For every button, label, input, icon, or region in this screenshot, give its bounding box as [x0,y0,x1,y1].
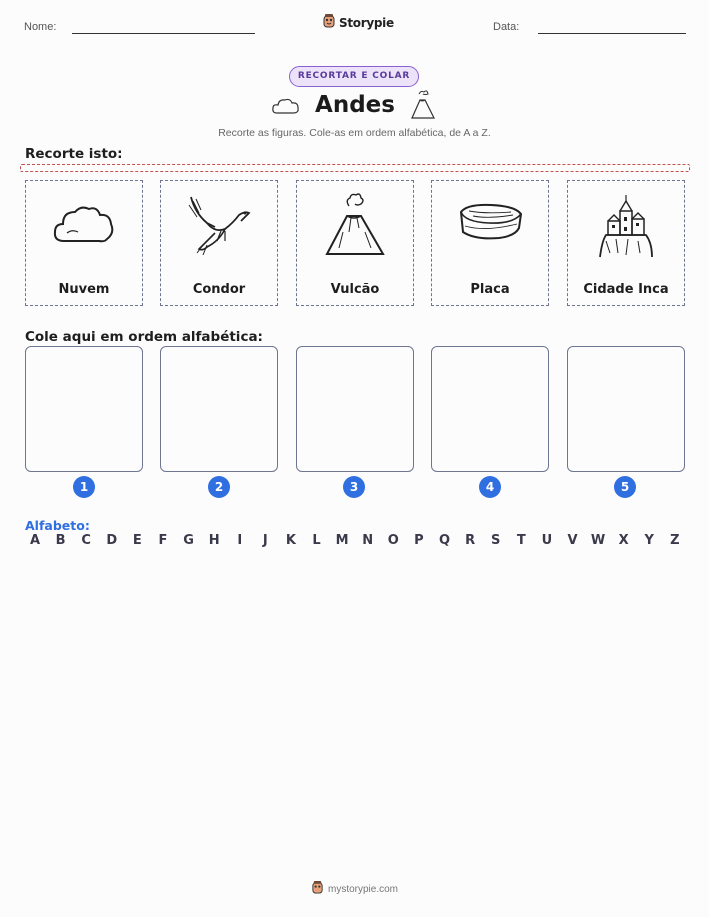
card-label: Nuvem [58,282,110,297]
alphabet-letter: C [81,533,91,548]
paste-box-1[interactable] [25,346,143,472]
paste-box-2[interactable] [160,346,278,472]
alphabet-letter: K [285,533,296,548]
cut-card-condor[interactable] [160,180,278,306]
alphabet-letter: L [312,533,321,548]
alphabet-letter: M [335,533,349,548]
card-label: Vulcão [330,282,380,297]
alphabet-letter: Q [438,533,451,548]
cut-line [20,164,690,172]
alphabet-letter: G [183,533,194,548]
brand-name: Storypie [339,16,394,30]
cut-card-vulcao[interactable] [296,180,414,306]
storypie-mascot-icon [311,880,324,899]
cut-card-cidade-inca[interactable] [567,180,685,306]
alphabet-letter: X [618,533,629,548]
name-line[interactable] [72,33,255,34]
cut-section-label: Recorte isto: [25,146,123,162]
alphabet-letter: I [237,533,243,548]
alphabet-letter: N [362,533,374,548]
alphabet-letter: A [29,533,41,548]
position-number-3: 3 [343,476,365,498]
cut-card-nuvem[interactable] [25,180,143,306]
card-label: Placa [470,282,510,297]
footer-url[interactable]: mystorypie.com [327,884,398,895]
date-line[interactable] [538,33,686,34]
position-number-4: 4 [479,476,501,498]
storypie-mascot-icon [322,13,336,33]
cloud-icon [271,96,301,120]
position-number-1: 1 [73,476,95,498]
alphabet-letter: Y [644,533,654,548]
plate-icon [455,202,525,252]
alphabet-letter: W [590,533,606,548]
alphabet-label: Alfabeto: [25,518,90,533]
name-label: Nome: [24,21,57,33]
footer [0,880,709,899]
alphabet-letter: T [516,533,526,548]
alphabet-letter: J [262,533,268,548]
alphabet-letter: U [541,533,553,548]
position-number-5: 5 [614,476,636,498]
card-label: Cidade Inca [583,282,669,297]
cut-card-placa[interactable] [431,180,549,306]
activity-badge: RECORTAR E COLAR [289,66,419,87]
paste-box-5[interactable] [567,346,685,472]
alphabet-row [25,533,685,548]
paste-box-3[interactable] [296,346,414,472]
date-label: Data: [493,21,520,33]
alphabet-letter: B [55,533,66,548]
paste-section-label: Cole aqui em ordem alfabética: [25,329,263,345]
alphabet-letter: V [567,533,578,548]
page-title: Andes [315,92,395,118]
volcano-icon [409,88,437,124]
paste-box-4[interactable] [431,346,549,472]
alphabet-letter: Z [670,533,680,548]
alphabet-letter: P [414,533,424,548]
instructions: Recorte as figuras. Cole-as em ordem alfabética, de A a Z. [218,127,491,139]
alphabet-letter: E [132,533,142,548]
alphabet-letter: O [387,533,399,548]
alphabet-letter: D [106,533,118,548]
card-label: Condor [192,282,246,297]
alphabet-letter: H [208,533,220,548]
condor-icon [185,193,253,261]
volcano-icon [323,192,387,262]
cloud-icon [52,203,116,251]
alphabet-letter: R [465,533,476,548]
position-number-2: 2 [208,476,230,498]
alphabet-letter: F [158,533,168,548]
brand-logo [322,13,394,33]
alphabet-letter: S [491,533,501,548]
inca-city-icon [596,191,656,263]
